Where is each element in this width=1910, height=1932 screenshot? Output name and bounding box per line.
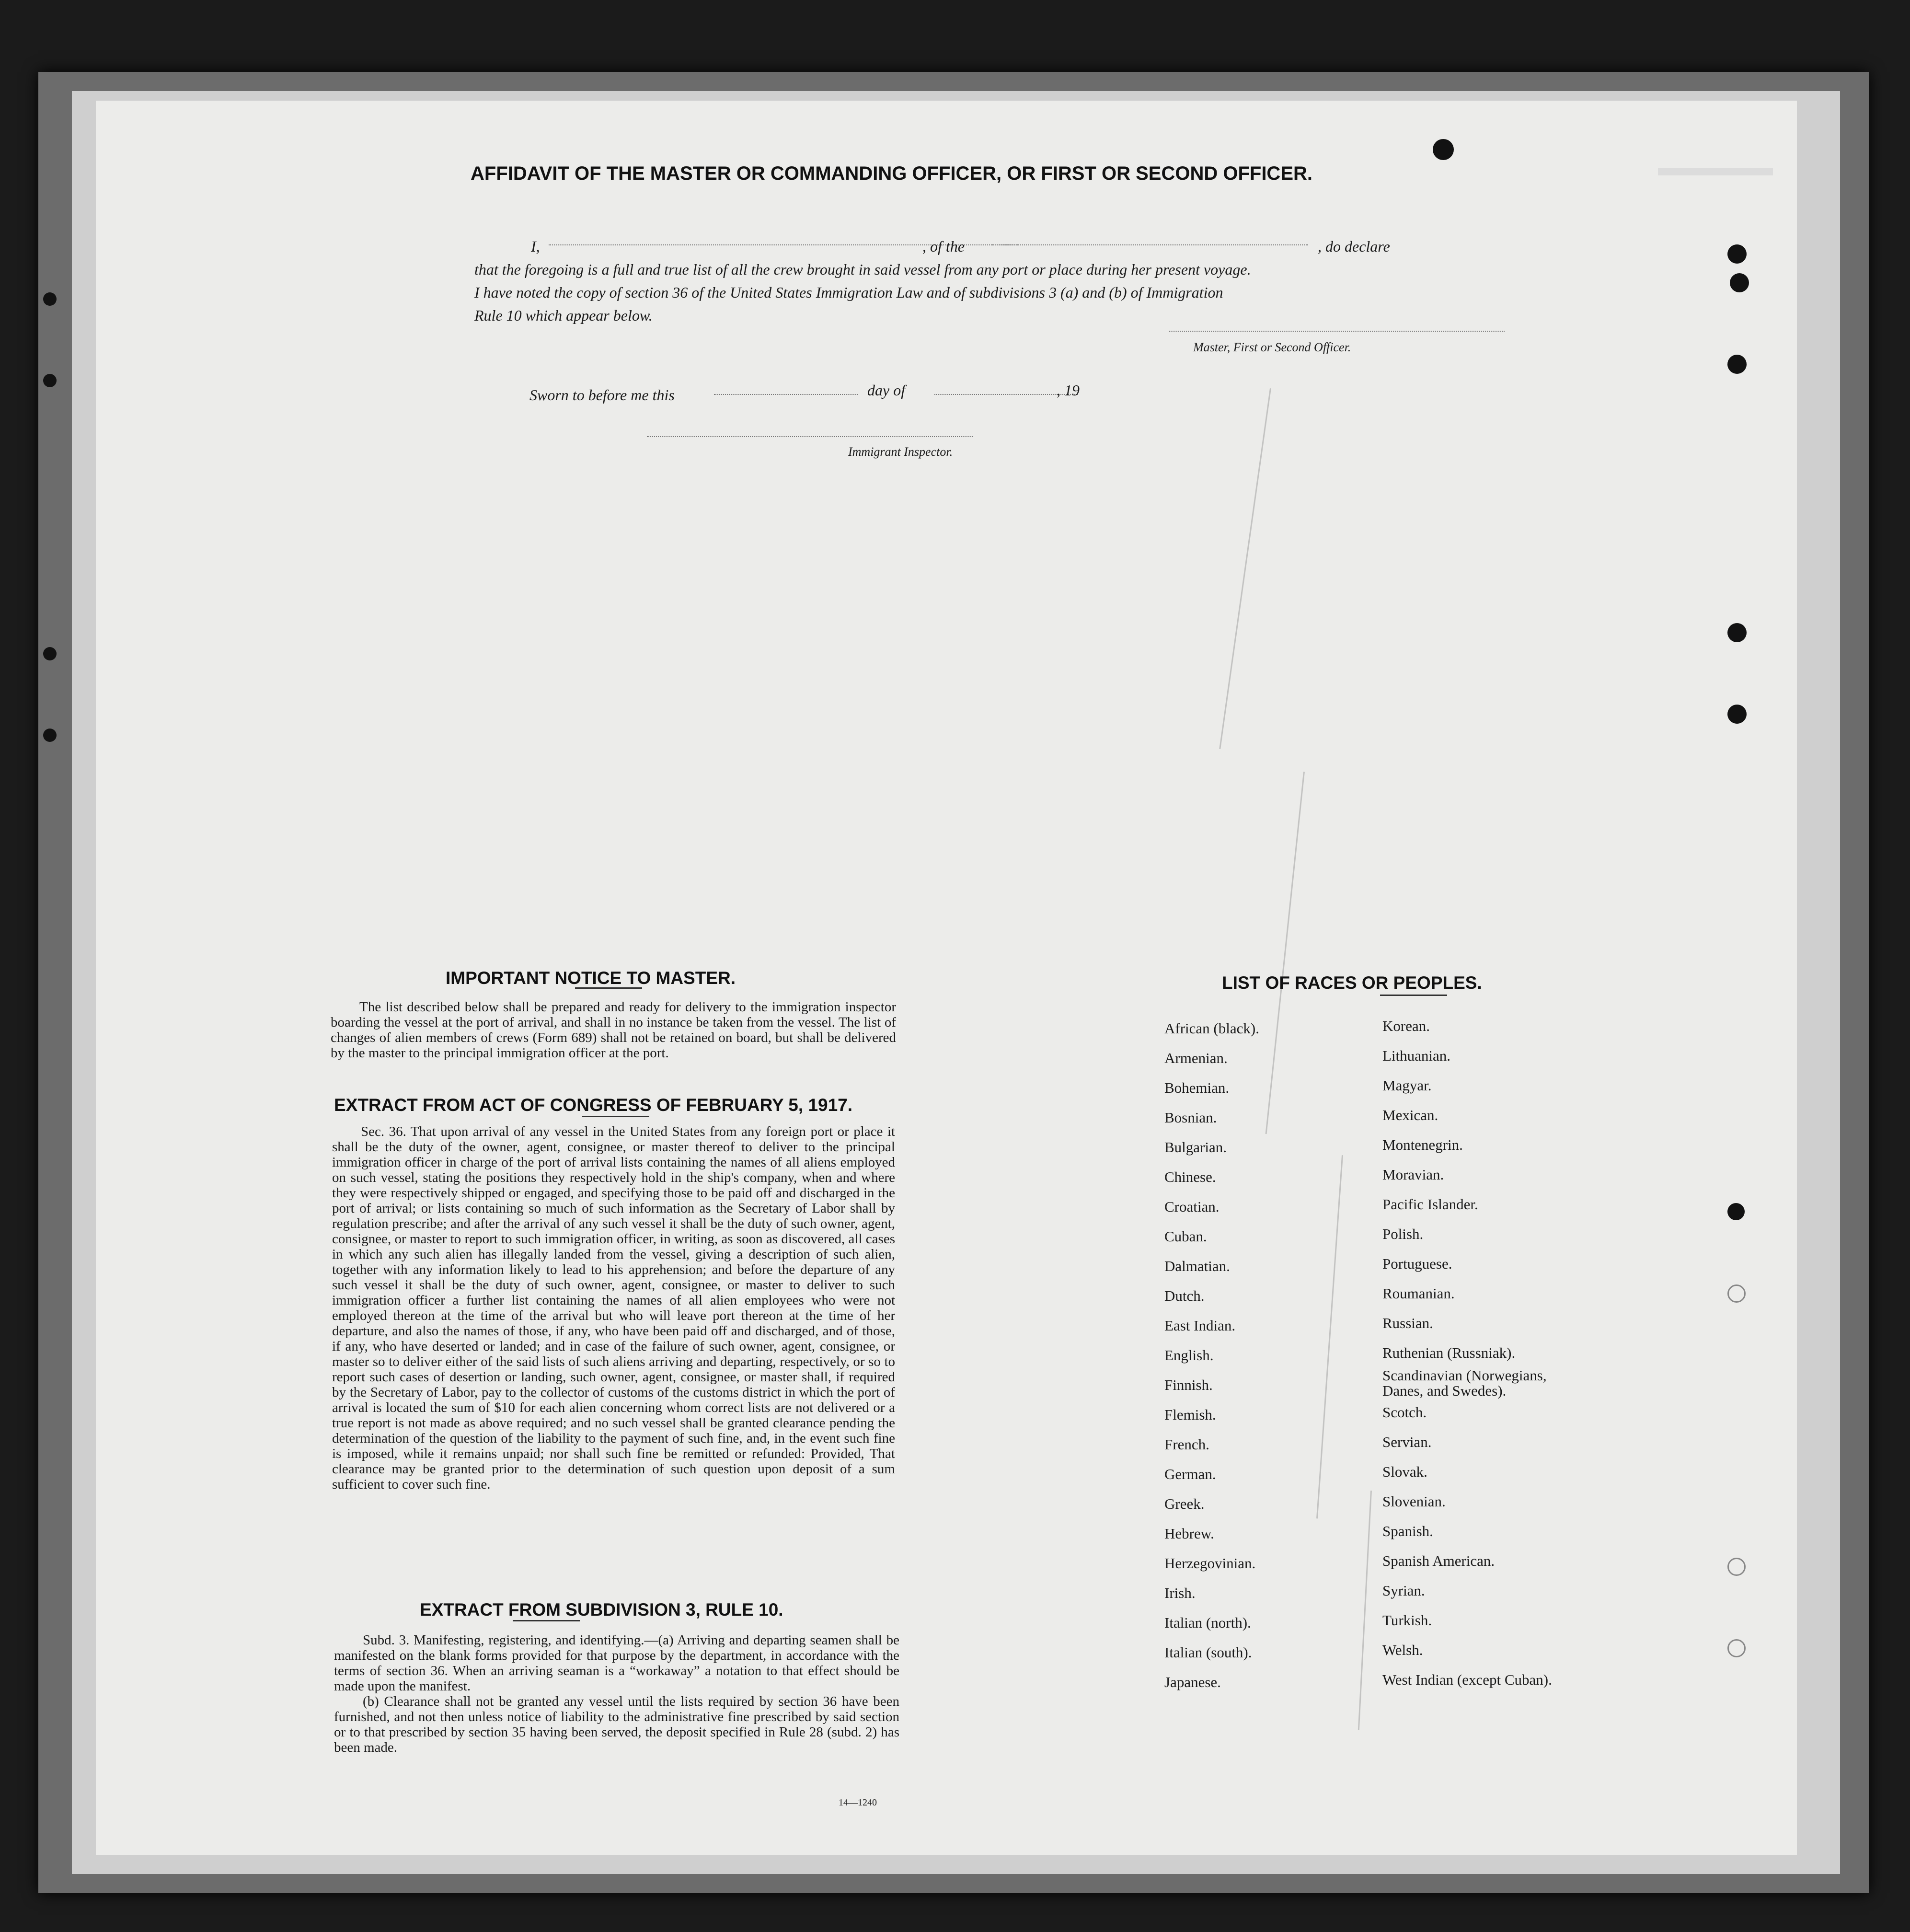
race-item: Montenegrin. [1382,1136,1463,1153]
race-item: Flemish. [1164,1406,1216,1423]
race-item: English. [1164,1347,1214,1364]
year-label: , 19 [1057,382,1080,399]
race-item: West Indian (except Cuban). [1382,1671,1552,1688]
binder-hole [43,292,57,306]
race-item: Bulgarian. [1164,1139,1227,1156]
race-item: Hebrew. [1164,1525,1214,1542]
day-of-label: day of [867,382,906,399]
bleed-through-mark [1658,168,1773,175]
notice-title: IMPORTANT NOTICE TO MASTER. [446,968,736,988]
affidavit-of-the-label: , of the [922,238,965,255]
race-item: Polish. [1382,1226,1424,1242]
race-item: Spanish American. [1382,1552,1495,1569]
race-item: Lithuanian. [1382,1047,1451,1064]
race-item: Portuguese. [1382,1255,1452,1272]
vessel-name-field[interactable] [992,244,1308,245]
binder-hole [1727,1558,1746,1576]
race-item: Moravian. [1382,1166,1444,1183]
affidavit-line-2: I have noted the copy of section 36 of the United States Immigration Law and of subdivisions 3 (a) and (b) of Immigration [474,284,1223,301]
act-title: EXTRACT FROM ACT OF CONGRESS OF FEBRUARY 5, 1917. [334,1095,853,1115]
race-item: Slovenian. [1382,1493,1446,1510]
race-item: Greek. [1164,1495,1205,1512]
affidavit-title: AFFIDAVIT OF THE MASTER OR COMMANDING OFFICER, OR FIRST OR SECOND OFFICER. [471,163,1312,184]
affidavit-i-label: I, [531,238,540,255]
race-item: Japanese. [1164,1674,1221,1690]
rule-title: EXTRACT FROM SUBDIVISION 3, RULE 10. [420,1600,783,1620]
binder-hole [1727,1284,1746,1303]
races-right-column [1382,1011,1584,1695]
race-item: Mexican. [1382,1107,1438,1123]
race-item: Irish. [1164,1585,1196,1601]
race-item: Turkish. [1382,1612,1432,1629]
ink-dot [1433,139,1454,160]
race-item: Dalmatian. [1164,1258,1230,1274]
act-paragraph [332,1124,895,1492]
binder-hole [1727,244,1747,264]
affidavit-do-declare: , do declare [1318,238,1390,255]
affidavit-line-3: Rule 10 which appear below. [474,307,653,324]
race-item: Scandinavian (Norwegians, Danes, and Swedes). [1382,1367,1547,1399]
race-item: Bohemian. [1164,1079,1230,1096]
binder-hole [1727,1203,1745,1220]
form-number: 14—1240 [839,1797,877,1808]
race-item: Italian (south). [1164,1644,1252,1661]
binder-hole [1730,273,1749,292]
race-item: Croatian. [1164,1198,1220,1215]
race-item: Scotch. [1382,1404,1427,1421]
inspector-label: Immigrant Inspector. [848,445,953,459]
race-item: Pacific Islander. [1382,1196,1478,1213]
race-item: African (black). [1164,1020,1259,1037]
binder-hole [43,374,57,387]
sworn-day-field[interactable] [714,394,858,395]
race-item: Chinese. [1164,1168,1216,1185]
race-item: Russian. [1382,1315,1433,1331]
race-item: Roumanian. [1382,1285,1455,1302]
act-text: Sec. 36. That upon arrival of any vessel in the United States from any foreign port or place it shall be the duty of the owner, agent, consignee, or master thereof to deliver to the principal immigration officer in charge of the port of arrival lists containing the names of all aliens employed on such vessel, stating the positions they respectively hold in the ship's company, when and where they were respectively shipped or engaged, and specifying those to be paid off and discharged in the port of arrival; or lists containing so much of such information as the Secretary of Labor shall by regulation prescribe; and after the arrival of any such vessel it shall be the duty of such owner, agent, consignee, or master to report to such immigration officer, in writing, as soon as discovered, all cases in which any such alien has illegally landed from the vessel, giving a description of such alien, together with any information likely to lead to his apprehension; and before the departure of any such vessel it shall be the duty of such owner, agent, consignee, or master to deliver to such immigration officer a further list containing the names of all alien employees who were not employed thereon at the time of the arrival but who will leave port thereon at the time of her departure, and also the names of those, if any, who have been paid off and discharged, and of those, if any, who have deserted or landed; and in case of the failure of such owner, agent, consignee, or master so to deliver either of the said lists of such aliens arriving and departing, respectively, or so to report such cases of desertion or landing, such owner, agent, consignee, or master shall, if required by the Secretary of Labor, pay to the collector of customs of the customs district in which the port of arrival is located the sum of $10 for each alien concerning whom correct lists are not delivered or a true report is not made as above required; and no such vessel shall be granted clearance pending the determination of the question of the liability to the payment of such fine, and, in the event such fine is imposed, while it remains unpaid; nor shall such fine be remitted or refunded: Provided, That clearance may be granted prior to the determination of such question upon deposit of a sum sufficient to cover such fine. [332,1124,895,1492]
race-item: Italian (north). [1164,1614,1251,1631]
affidavit-line-1: that the foregoing is a full and true list of all the crew brought in said vessel from any port or place during her present voyage. [474,261,1251,278]
binder-hole [43,647,57,660]
notice-paragraph [331,999,896,1061]
race-item: Syrian. [1382,1582,1425,1599]
race-item: East Indian. [1164,1317,1236,1334]
rule-subd-b: (b) Clearance shall not be granted any vessel until the lists required by section 36 have been furnished, and not then unless notice of liability to the administrative fine prescribed by said section or to that prescribed by section 35 having been served, the deposit specified in Rule 28 (subd. 2) has been made. [334,1694,899,1755]
notice-title-underline [575,987,642,989]
pencil-marks [1219,388,1271,749]
sworn-label: Sworn to before me this [529,386,675,404]
rule-subd-a: Subd. 3. Manifesting, registering, and identifying.—(a) Arriving and departing seamen shall be manifested on the blank forms provided for that purpose by the department, in accordance with the terms of section 36. When an arriving seaman is a “workaway” a notation to that effect should be made upon the manifest. [334,1632,899,1694]
race-item: Slovak. [1382,1463,1427,1480]
officer-signature-label: Master, First or Second Officer. [1193,340,1351,354]
race-item: Spanish. [1382,1523,1433,1539]
binder-hole [1727,623,1747,642]
inspector-signature-field[interactable] [647,436,973,437]
race-item: Cuban. [1164,1228,1207,1245]
notice-text: The list described below shall be prepared and ready for delivery to the immigration inspector boarding the vessel at the port of arrival, and shall in no instance be taken from the vessel. The list of changes of alien members of crews (Form 689) shall not be retained on board, but shall be delivered by the master to the principal immigration officer at the port. [331,999,896,1061]
race-item: Finnish. [1164,1377,1213,1393]
race-item: Servian. [1382,1434,1432,1450]
binder-hole [1727,705,1747,724]
race-item: Herzegovinian. [1164,1555,1256,1572]
act-title-underline [582,1116,649,1117]
binder-hole [1727,1639,1746,1657]
race-item: Ruthenian (Russniak). [1382,1344,1516,1361]
races-title-underline [1380,995,1447,996]
rule-paragraph [334,1632,899,1755]
race-item: Korean. [1382,1018,1430,1034]
binder-hole [43,729,57,742]
race-item: Bosnian. [1164,1109,1217,1126]
race-item: French. [1164,1436,1209,1453]
rule-title-underline [513,1620,580,1621]
document-page [96,101,1797,1855]
races-title: LIST OF RACES OR PEOPLES. [1222,973,1482,993]
races-left-column [1164,1014,1366,1697]
race-item: German. [1164,1466,1216,1482]
race-item: Magyar. [1382,1077,1432,1094]
officer-signature-field[interactable] [1169,331,1505,332]
race-item: Armenian. [1164,1050,1228,1066]
race-item: Dutch. [1164,1287,1205,1304]
race-item: Welsh. [1382,1642,1423,1658]
binder-hole [1727,355,1747,374]
